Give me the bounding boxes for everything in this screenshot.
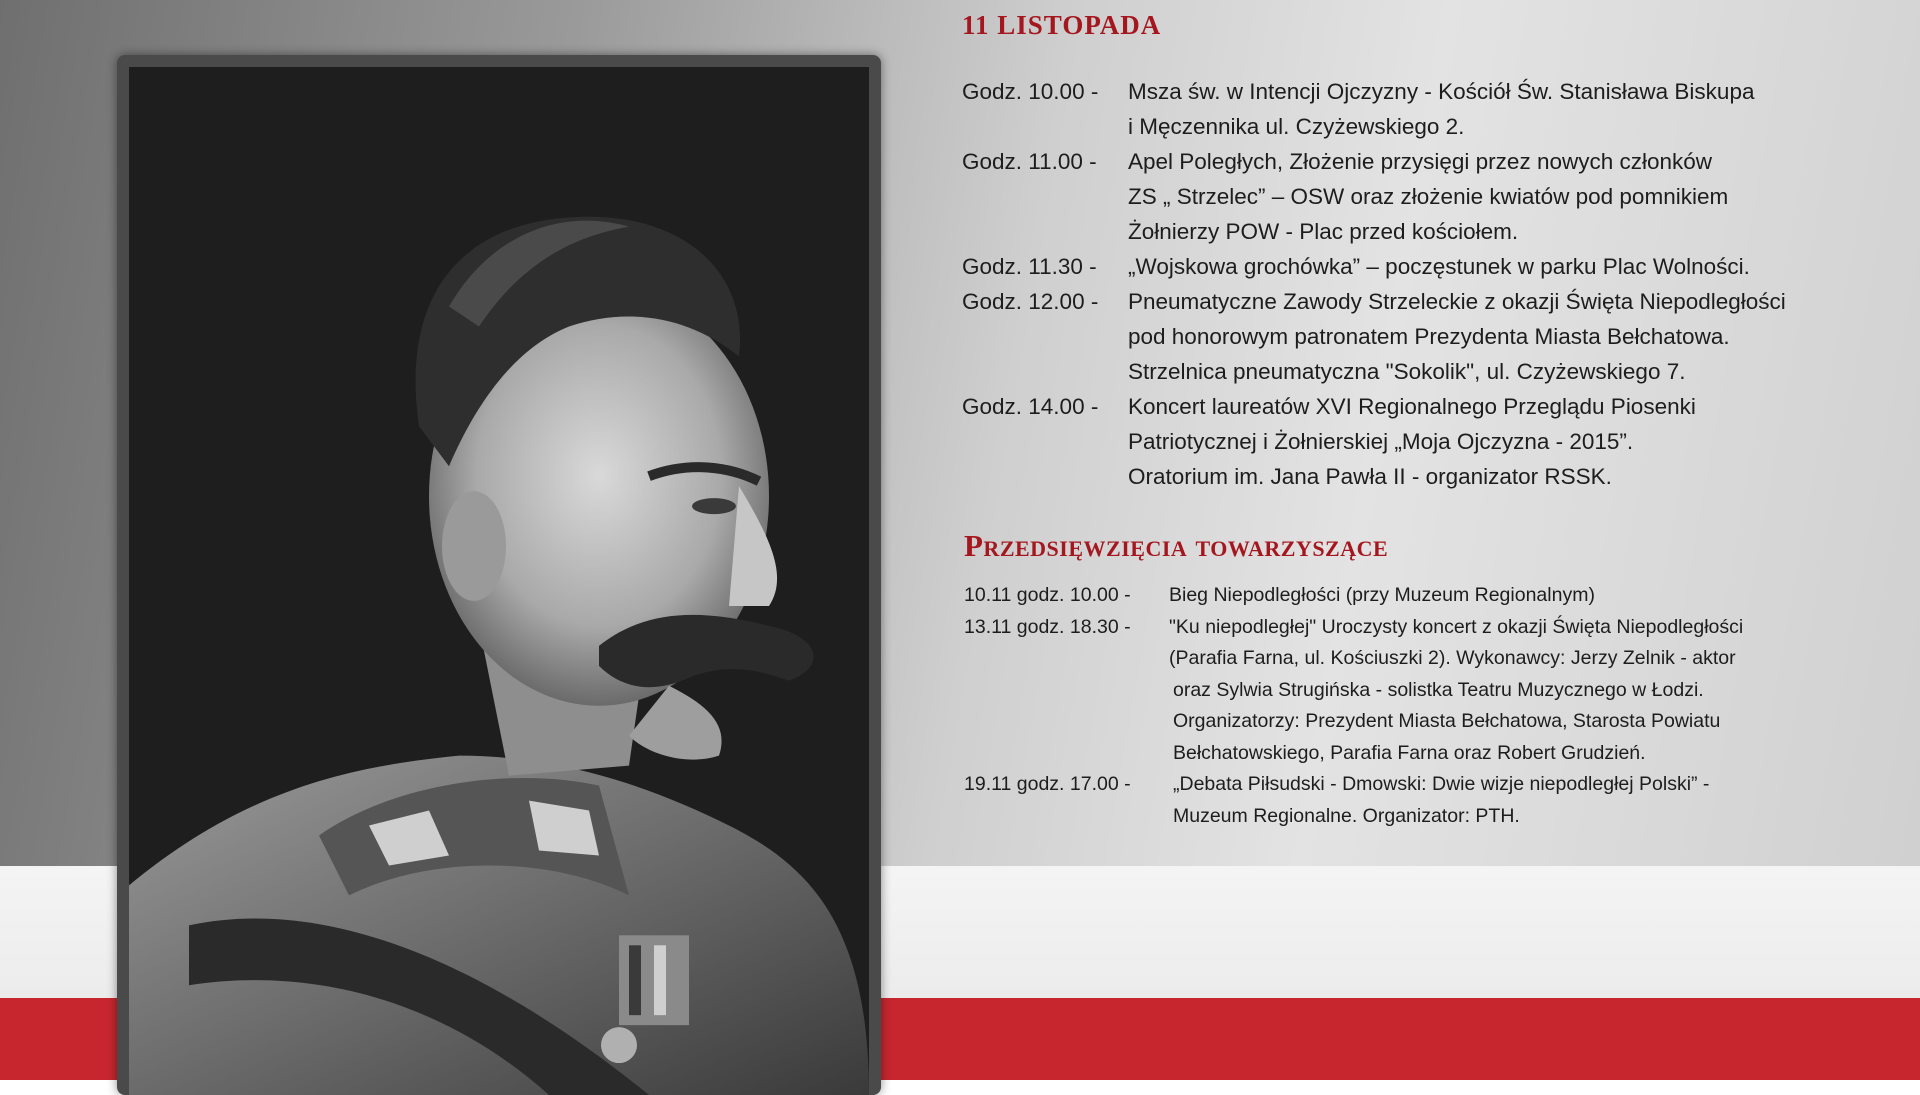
portrait-photo	[129, 67, 869, 1095]
event-item	[964, 769, 1904, 832]
event-description	[1169, 769, 1904, 832]
schedule-line: pod honorowym patronatem Prezydenta Miasta Bełchatowa.	[1128, 324, 1730, 349]
schedule-time: Godz. 11.00 -	[962, 149, 1097, 174]
schedule-description	[1128, 249, 1902, 284]
schedule-description	[1128, 144, 1902, 249]
event-line: „Debata Piłsudski - Dmowski: Dwie wizje niepodległej Polski” -	[1173, 773, 1710, 795]
schedule-line: i Męczennika ul. Czyżewskiego 2.	[1128, 114, 1465, 139]
event-description	[1169, 580, 1904, 612]
schedule-line: Żołnierzy POW - Plac przed kościołem.	[1128, 219, 1519, 244]
schedule-item	[962, 284, 1902, 389]
schedule-line: Pneumatyczne Zawody Strzeleckie z okazji Święta Niepodległości	[1128, 289, 1786, 314]
schedule-description	[1128, 74, 1902, 144]
schedule-list	[962, 74, 1902, 494]
schedule-line: Strzelnica pneumatyczna "Sokolik", ul. Czyżewskiego 7.	[1128, 359, 1686, 384]
schedule-line: Koncert laureatów XVI Regionalnego Przeglądu Piosenki	[1128, 394, 1696, 419]
event-line: Bieg Niepodległości (przy Muzeum Regionalnym)	[1169, 584, 1595, 606]
schedule-item	[962, 389, 1902, 494]
schedule-item	[962, 249, 1902, 284]
schedule-description	[1128, 389, 1902, 494]
events-heading: Przedsięwzięcia towarzyszące	[964, 528, 1389, 563]
schedule-item	[962, 144, 1902, 249]
day-heading: 11 LISTOPADA	[962, 10, 1162, 40]
event-date: 19.11 godz. 17.00 -	[964, 773, 1131, 795]
event-line: "Ku niepodległej" Uroczysty koncert z okazji Święta Niepodległości	[1169, 615, 1744, 638]
schedule-time: Godz. 10.00 -	[962, 79, 1099, 104]
events-list	[964, 580, 1904, 832]
event-date: 10.11 godz. 10.00 -	[964, 584, 1131, 606]
event-item	[964, 580, 1904, 612]
event-description	[1169, 612, 1904, 770]
schedule-time: Godz. 14.00 -	[962, 394, 1099, 419]
schedule-item	[962, 74, 1902, 144]
schedule-time: Godz. 11.30 -	[962, 254, 1097, 279]
event-line: Organizatorzy: Prezydent Miasta Bełchatowa, Starosta Powiatu	[1173, 710, 1721, 732]
portrait-illustration	[129, 67, 869, 1095]
event-line: Muzeum Regionalne. Organizator: PTH.	[1173, 804, 1520, 827]
event-line: (Parafia Farna, ul. Kościuszki 2). Wykonawcy: Jerzy Zelnik - aktor	[1169, 647, 1736, 669]
schedule-line: Apel Poległych, Złożenie przysięgi przez nowych członków	[1128, 149, 1713, 174]
event-line: oraz Sylwia Strugińska - solistka Teatru Muzycznego w Łodzi.	[1173, 678, 1704, 701]
event-line: Bełchatowskiego, Parafia Farna oraz Robert Grudzień.	[1173, 741, 1646, 764]
event-item	[964, 612, 1904, 770]
event-date: 13.11 godz. 18.30 -	[964, 615, 1131, 638]
schedule-line: Msza św. w Intencji Ojczyzny - Kościół Św. Stanisława Biskupa	[1128, 79, 1755, 104]
schedule-line: Patriotycznej i Żołnierskiej „Moja Ojczyzna - 2015”.	[1128, 429, 1634, 454]
schedule-line: Oratorium im. Jana Pawła II - organizator RSSK.	[1128, 464, 1612, 489]
portrait-frame	[117, 55, 881, 1095]
schedule-time: Godz. 12.00 -	[962, 289, 1099, 314]
schedule-line: „Wojskowa grochówka” – poczęstunek w parku Plac Wolności.	[1128, 254, 1750, 279]
schedule-line: ZS „ Strzelec” – OSW oraz złożenie kwiatów pod pomnikiem	[1128, 184, 1729, 209]
schedule-description	[1128, 284, 1902, 389]
